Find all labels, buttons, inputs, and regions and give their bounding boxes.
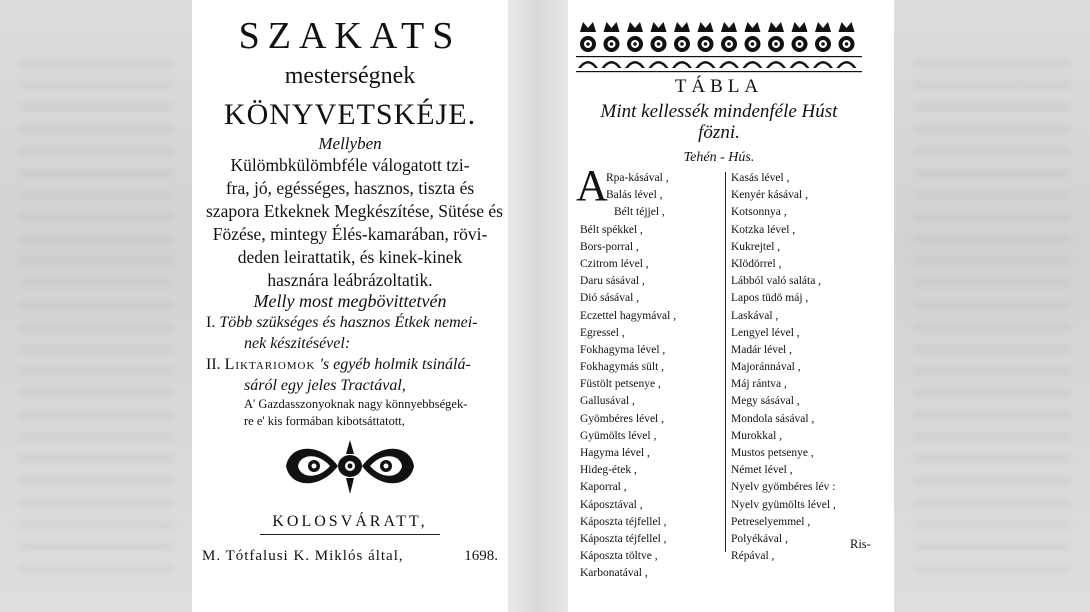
imprint-city: KOLOSVÁRATT, — [272, 513, 428, 530]
body-line: deden leirattatik, és kinek-kinek — [237, 247, 463, 267]
column-divider — [725, 172, 726, 552]
imprint-year: 1698. — [464, 548, 498, 564]
item-number: II. — [206, 356, 221, 373]
title-page — [192, 0, 508, 612]
list-item: Máj rántva , — [731, 378, 787, 391]
list-item: Mondola sásával , — [731, 412, 815, 425]
list-item: Német lével , — [731, 464, 793, 477]
list-item: Klödörrel , — [731, 257, 782, 270]
list-item: Káposzta téjfellel , — [580, 515, 667, 528]
list-item: Répával , — [731, 550, 775, 563]
list-item: Megy sásával , — [731, 395, 800, 408]
blurred-background-left — [0, 0, 192, 612]
list-item: Nyelv gyümölts lével , — [731, 498, 836, 511]
intro-word: Mellyben — [318, 134, 382, 153]
list-item: Fokhagyma lével , — [580, 343, 666, 356]
list-item: Murokkal , — [731, 429, 783, 442]
list-item: Madár lével , — [731, 343, 792, 356]
list-item: Czitrom lével , — [580, 257, 649, 270]
list-item: Kenyér kásával , — [731, 189, 808, 202]
contents-list — [206, 312, 500, 430]
item-text-continued: nek készitésével: — [244, 335, 351, 352]
list-item: Lapos tüdö máj , — [731, 292, 809, 305]
list-item: Egressel , — [580, 326, 625, 339]
list-item — [206, 312, 500, 333]
list-item: Kotzka lével , — [731, 223, 796, 236]
list-item: Kotsonnya , — [731, 206, 787, 219]
list-item: Füstölt petsenye , — [580, 378, 661, 391]
list-item: Kukrejtel , — [731, 240, 781, 253]
list-item: Gallusával , — [580, 395, 635, 408]
list-item: Polyékával , — [731, 532, 788, 545]
list-item: Petreselyemmel , — [731, 515, 811, 528]
list-item: Lábból való saláta , — [731, 275, 822, 288]
list-item: Fokhagymás sült , — [580, 361, 665, 374]
book-title-2: KÖNYVETSKÉJE. — [223, 98, 477, 131]
book-title: SZAKATS — [238, 15, 462, 57]
item-text-continued: sáról egy jeles Tractával, — [244, 377, 406, 394]
imprint-printer — [202, 546, 504, 566]
printer-name: M. Tótfalusi K. Miklós által, — [202, 548, 404, 564]
item-text: Több szükséges és hasznos Étkek nemei- — [219, 314, 478, 331]
dedication-line: A' Gazdasszonyoknak nagy könnyebbségek- — [244, 397, 468, 411]
dedication-line: re e' kis formában kibotsáttatott, — [244, 414, 405, 428]
list-item: Mustos petsenye , — [731, 447, 814, 459]
list-item: Lengyel lével , — [731, 326, 800, 339]
table-heading: TÁBLA — [674, 76, 764, 97]
list-item: Daru sásával , — [580, 275, 645, 288]
table-subheading-2: fözni. — [698, 122, 740, 143]
list-item: Dió sásával , — [580, 292, 640, 305]
catchword: Ris- — [850, 537, 871, 551]
list-item: Bélt spékkel , — [580, 223, 643, 236]
list-item: Rpa-kásával , — [606, 172, 669, 184]
list-item: Karbonatával , — [580, 567, 648, 580]
blurred-gutter — [508, 0, 568, 612]
title-body — [206, 154, 503, 292]
body-line: hasznára leábrázoltatik. — [267, 270, 433, 290]
list-item: Bélt téjjel , — [614, 206, 665, 219]
list-item: Gyömbéres lével , — [580, 412, 664, 425]
list-item: Kaporral , — [580, 481, 627, 494]
item-smallcaps: Liktariomok — [224, 356, 316, 373]
list-item — [206, 354, 500, 375]
list-item: Káposztával , — [580, 498, 643, 511]
list-item: Káposzta töltve , — [580, 550, 658, 563]
recipe-column-left — [580, 170, 720, 583]
decorative-border-icon — [576, 18, 862, 74]
recipe-column-right — [731, 170, 881, 565]
blurred-background-right — [894, 0, 1090, 612]
table-subheading: Mint kellessék mindenféle Húst — [600, 101, 838, 122]
list-item: Bors-porral , — [580, 240, 639, 253]
list-item: Kasás lével , — [731, 172, 790, 184]
body-line: Fözése, mintegy Élés-kamarában, rövi- — [212, 224, 488, 244]
list-item: Laskával , — [731, 309, 779, 322]
list-item: Nyelv gyömbéres lév : — [731, 481, 836, 494]
list-item: Hideg-étek , — [580, 464, 637, 477]
item-text: 's egyéb holmik tsinálá- — [319, 356, 471, 373]
table-page — [568, 0, 894, 612]
expansion-line: Melly most megbövittetvén — [253, 291, 447, 311]
printer-ornament-icon — [280, 436, 420, 496]
body-line: Külömbkülömbféle válogatott tzi- — [230, 155, 470, 175]
book-subtitle: mesterségnek — [284, 63, 416, 89]
list-item: Majoránnával , — [731, 361, 801, 374]
item-number: I. — [206, 314, 216, 331]
list-item: Gyümölts lével , — [580, 429, 657, 442]
list-item: Káposzta téjfellel , — [580, 532, 667, 545]
section-title: Tehén - Hús. — [683, 150, 755, 165]
list-item: Balás lével , — [606, 189, 663, 202]
body-line: szapora Etkeknek Megkészítése, Sütése és — [206, 201, 503, 221]
drop-cap: A — [576, 161, 608, 210]
imprint-rule — [260, 534, 440, 535]
list-item: Hagyma lével , — [580, 447, 650, 459]
list-item: Eczettel hagymával , — [580, 309, 677, 322]
body-line: fra, jó, egésséges, hasznos, tiszta és — [225, 178, 475, 198]
